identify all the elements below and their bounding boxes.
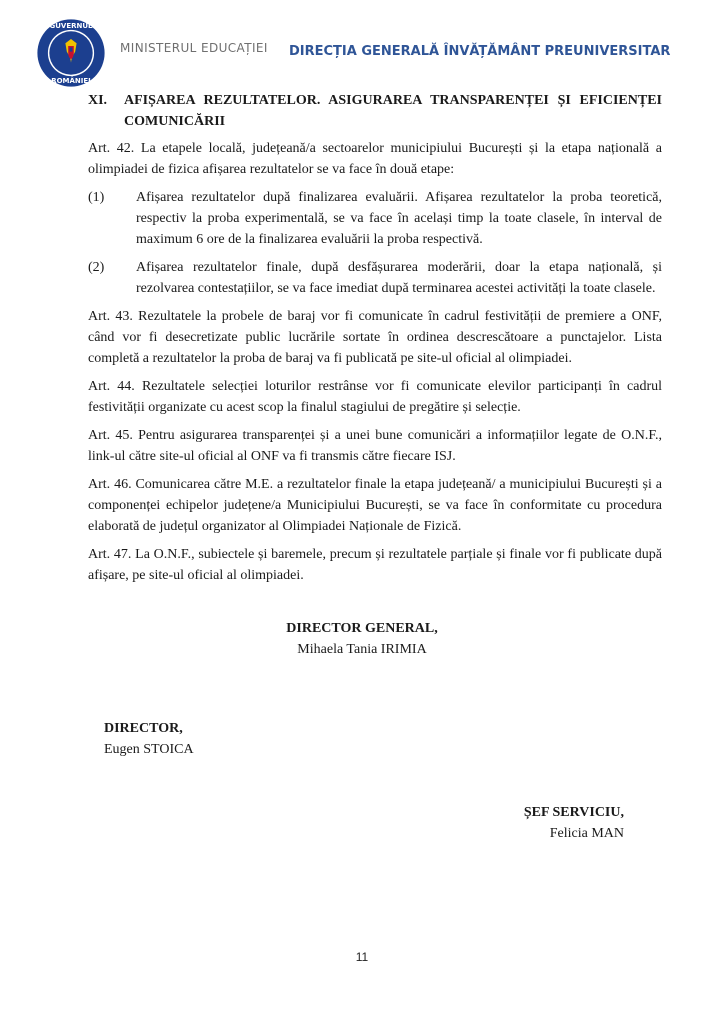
signature-role: DIRECTOR, [104, 721, 183, 736]
article-42-item-2 [88, 257, 662, 306]
article-44: Art. 44. Rezultatele selecției loturilor restrânse vor fi comunicate elevilor participanți în cadrul festivității organizate cu acest scop la finalul stagiului de pregătire și selecție. [88, 379, 662, 415]
signature-role: DIRECTOR GENERAL, [286, 621, 438, 636]
government-seal-logo [36, 18, 106, 88]
item-number: (1) [88, 190, 105, 205]
article-47: Art. 47. La O.N.F., subiectele și baremele, precum și rezultatele parțiale și finale vor fi publicate după afișare, pe site-ul oficial al olimpiadei. [88, 547, 662, 583]
section-title [88, 90, 662, 132]
item-text: Afișarea rezultatelor finale, după desfășurarea moderării, doar la etapa națională, și rezolvarea contestațiilor, se va face imediat după terminarea acestei activități la toate clasele. [136, 260, 662, 296]
signature-director [104, 718, 194, 760]
section-number: XI. [88, 93, 108, 108]
page-number: 11 [355, 950, 369, 964]
signature-name: Felicia MAN [549, 826, 624, 841]
directorate-title: DIRECȚIA GENERALĂ ÎNVĂȚĂMÂNT PREUNIVERSITAR [289, 44, 671, 59]
item-text: Afișarea rezultatelor după finalizarea evaluării. Afișarea rezultatelor la proba teoretică, respectiv la proba experimentală, se va face în același timp la toate clasele, în interval de maximum 6 ore de la finalizarea evaluării la proba respectivă. [136, 190, 662, 247]
signature-name: Eugen STOICA [104, 742, 194, 757]
article-46: Art. 46. Comunicarea către M.E. a rezultatelor finale la etapa județeană/ a municipiului București și a componenței echipelor județene/a Municipiului București, se va face în conformitate cu procedura elaborată de județul organizator al Olimpiadei Naționale de Fizică. [88, 477, 662, 534]
signature-role: ȘEF SERVICIU, [523, 805, 624, 820]
document-body [88, 90, 662, 593]
signature-name: Mihaela Tania IRIMIA [297, 642, 427, 657]
ministry-name: MINISTERUL EDUCAȚIEI [120, 41, 268, 55]
page-header [0, 0, 724, 90]
article-42-item-1 [88, 187, 662, 257]
article-45: Art. 45. Pentru asigurarea transparenței și a unei bune comunicări a informațiilor legate de O.N.F., link-ul către site-ul oficial al ONF va fi transmis către fiecare ISJ. [88, 428, 662, 464]
svg-text:GUVERNUL: GUVERNUL [49, 21, 93, 30]
article-42: Art. 42. La etapele locală, județeană/a sectoarelor municipiului București și la etapa națională a olimpiadei de fizica afișarea rezultatelor se va face în două etape: [88, 141, 662, 177]
svg-text:ROMÂNIEI: ROMÂNIEI [51, 77, 91, 86]
signature-sef-serviciu [524, 802, 624, 844]
item-number: (2) [88, 260, 105, 275]
signature-director-general [0, 618, 724, 660]
section-heading: AFIȘAREA REZULTATELOR. ASIGURAREA TRANSPARENȚEI ȘI EFICIENȚEI COMUNICĂRII [124, 93, 662, 129]
article-43: Art. 43. Rezultatele la probele de baraj vor fi comunicate în cadrul festivității de premiere a ONF, când vor fi desecretizate public lucrările sortate în ordinea descrescătoare a punctajelor. Lista completă a rezultatelor la proba de baraj va fi publicată pe site-ul oficial al olimpiadei. [88, 309, 662, 366]
